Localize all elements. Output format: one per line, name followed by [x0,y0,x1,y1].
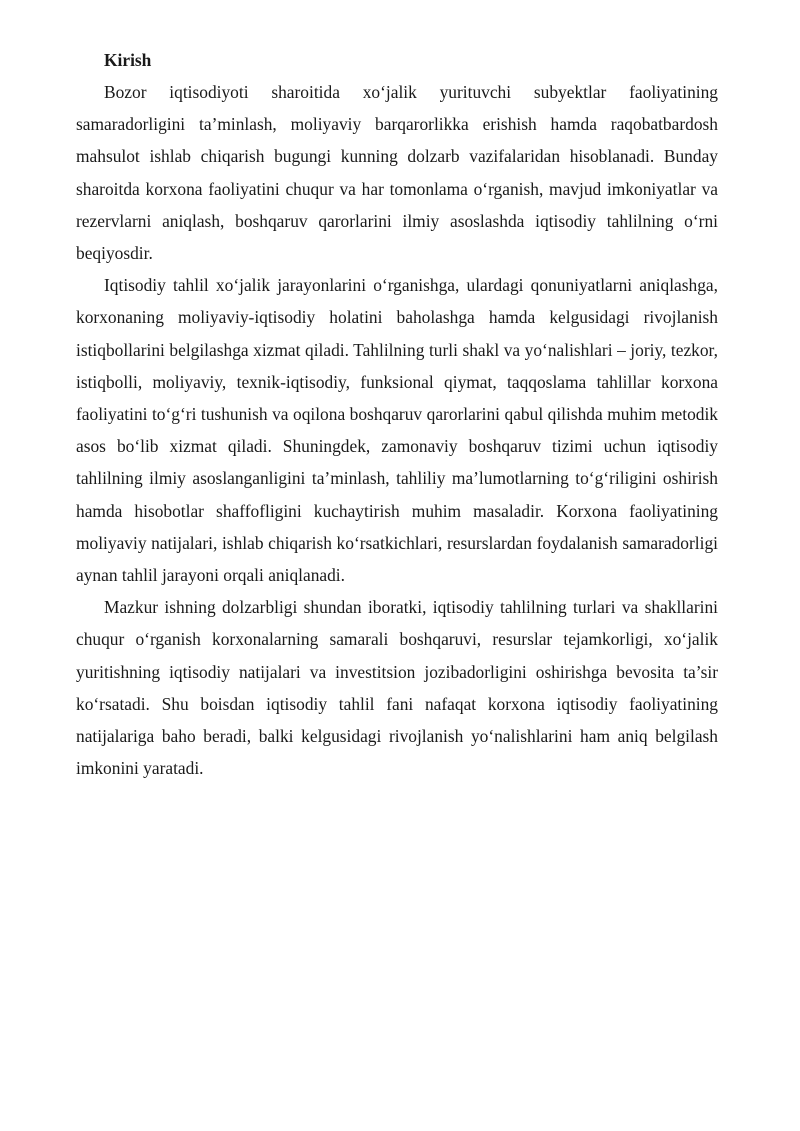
document-page [76,48,718,784]
section-heading: Kirish [104,50,152,70]
paragraph-intro: Bozor iqtisodiyoti sharoitida xo‘jalik yurituvchi subyektlar faoliyatining samaradorligini ta’minlash, moliyaviy barqarorlikka erishish hamda raqobatbardosh mahsulot ishlab chiqarish bugungi kunning dolzarb vazifalaridan hisoblanadi. Bunday sharoitda korxona faoliyatini chuqur va har tomonlama o‘rganish, mavjud imkoniyatlar va rezervlarni aniqlash, boshqaruv qarorlarini ilmiy asoslashda iqtisodiy tahlilning o‘rni beqiyosdir. [76,82,718,264]
paragraph-relevance: Mazkur ishning dolzarbligi shundan iboratki, iqtisodiy tahlilning turlari va shakllarini chuqur o‘rganish korxonalarning samarali boshqaruvi, resurslar tejamkorligi, xo‘jalik yuritishning iqtisodiy natijalari va investitsion jozibadorligini oshirishga bevosita ta’sir ko‘rsatadi. Shu boisdan iqtisodiy tahlil fani nafaqat korxona iqtisodiy faoliyatining natijalariga baho beradi, balki kelgusidagi rivojlanish yo‘nalishlarini ham aniq belgilash imkonini yaratadi. [76,597,718,779]
paragraph-analysis: Iqtisodiy tahlil xo‘jalik jarayonlarini o‘rganishga, ulardagi qonuniyatlarni aniqlashga, korxonaning moliyaviy-iqtisodiy holatini baholashga hamda kelgusidagi rivojlanish istiqbollarini belgilashga xizmat qiladi. Tahlilning turli shakl va yo‘nalishlari – joriy, tezkor, istiqbolli, moliyaviy, texnik-iqtisodiy, funksional qiymat, taqqoslama tahlillar korxona faoliyatini to‘g‘ri tushunish va oqilona boshqaruv qarorlarini qabul qilishda muhim metodik asos bo‘lib xizmat qiladi. Shuningdek, zamonaviy boshqaruv tizimi uchun iqtisodiy tahlilning ilmiy asoslanganligini ta’minlash, tahliliy ma’lumotlarning to‘g‘riligini oshirish hamda hisobotlar shaffofligini kuchaytirish muhim masaladir. Korxona faoliyatining moliyaviy natijalari, ishlab chiqarish ko‘rsatkichlari, resurslardan foydalanish samaradorligi aynan tahlil jarayoni orqali aniqlanadi. [76,275,718,586]
